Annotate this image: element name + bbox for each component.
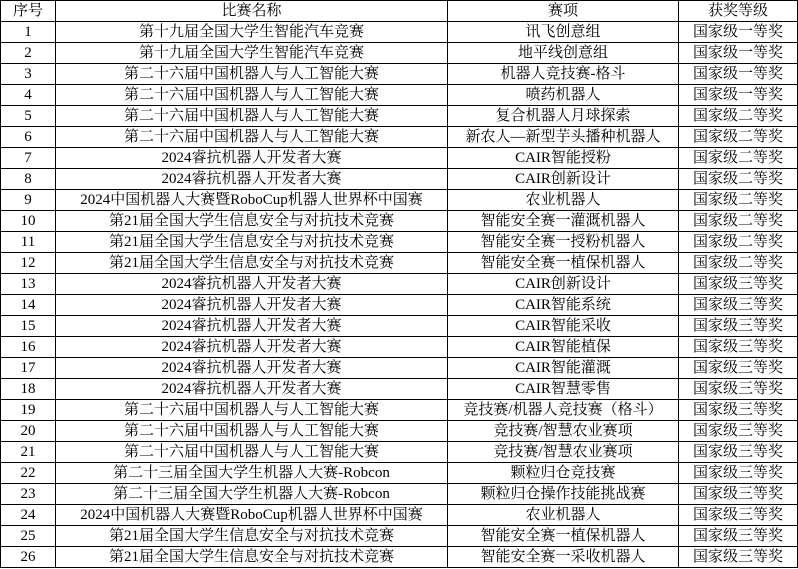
table-row [1, 505, 798, 526]
table-row [1, 253, 798, 274]
cell-serial-number: 22 [1, 463, 56, 484]
cell-competition-name: 2024睿抗机器人开发者大赛 [56, 169, 448, 190]
cell-serial-number: 17 [1, 358, 56, 379]
cell-event-name: 地平线创意组 [448, 43, 679, 64]
table-row [1, 358, 798, 379]
cell-award-level: 国家级一等奖 [679, 85, 798, 106]
cell-competition-name: 第21届全国大学生信息安全与对抗技术竞赛 [56, 232, 448, 253]
table-row [1, 64, 798, 85]
table-row [1, 211, 798, 232]
cell-event-name: CAIR智能授粉 [448, 148, 679, 169]
awards-table-header [1, 1, 798, 22]
cell-event-name: 颗粒归仓竞技赛 [448, 463, 679, 484]
cell-event-name: 智能安全赛一采收机器人 [448, 547, 679, 568]
table-row [1, 421, 798, 442]
cell-serial-number: 19 [1, 400, 56, 421]
table-row [1, 526, 798, 547]
cell-award-level: 国家级二等奖 [679, 253, 798, 274]
cell-event-name: 农业机器人 [448, 505, 679, 526]
cell-event-name: 竞技赛/机器人竞技赛（格斗） [448, 400, 679, 421]
cell-award-level: 国家级二等奖 [679, 232, 798, 253]
table-row [1, 148, 798, 169]
cell-award-level: 国家级三等奖 [679, 358, 798, 379]
cell-competition-name: 2024睿抗机器人开发者大赛 [56, 295, 448, 316]
cell-competition-name: 第21届全国大学生信息安全与对抗技术竞赛 [56, 547, 448, 568]
cell-competition-name: 第二十六届中国机器人与人工智能大赛 [56, 400, 448, 421]
cell-award-level: 国家级三等奖 [679, 379, 798, 400]
cell-event-name: 智能安全赛一植保机器人 [448, 526, 679, 547]
table-row [1, 337, 798, 358]
cell-event-name: 喷药机器人 [448, 85, 679, 106]
cell-serial-number: 1 [1, 22, 56, 43]
cell-competition-name: 第二十六届中国机器人与人工智能大赛 [56, 64, 448, 85]
table-row [1, 22, 798, 43]
cell-event-name: CAIR创新设计 [448, 274, 679, 295]
cell-competition-name: 第二十三届全国大学生机器人大赛-Robcon [56, 484, 448, 505]
cell-competition-name: 第二十六届中国机器人与人工智能大赛 [56, 442, 448, 463]
cell-serial-number: 11 [1, 232, 56, 253]
cell-serial-number: 21 [1, 442, 56, 463]
cell-event-name: CAIR创新设计 [448, 169, 679, 190]
cell-competition-name: 2024睿抗机器人开发者大赛 [56, 379, 448, 400]
col-header-competition-name: 比赛名称 [56, 1, 448, 22]
cell-serial-number: 5 [1, 106, 56, 127]
cell-award-level: 国家级三等奖 [679, 337, 798, 358]
cell-award-level: 国家级三等奖 [679, 421, 798, 442]
cell-event-name: CAIR智能采收 [448, 316, 679, 337]
cell-event-name: 机器人竞技赛-格斗 [448, 64, 679, 85]
cell-competition-name: 2024睿抗机器人开发者大赛 [56, 358, 448, 379]
cell-competition-name: 第二十六届中国机器人与人工智能大赛 [56, 421, 448, 442]
table-row [1, 316, 798, 337]
table-row [1, 106, 798, 127]
cell-serial-number: 3 [1, 64, 56, 85]
cell-serial-number: 23 [1, 484, 56, 505]
cell-event-name: CAIR智能灌溉 [448, 358, 679, 379]
table-row [1, 400, 798, 421]
cell-serial-number: 14 [1, 295, 56, 316]
cell-award-level: 国家级三等奖 [679, 547, 798, 568]
cell-serial-number: 24 [1, 505, 56, 526]
cell-serial-number: 15 [1, 316, 56, 337]
table-row [1, 232, 798, 253]
cell-award-level: 国家级三等奖 [679, 400, 798, 421]
cell-award-level: 国家级一等奖 [679, 43, 798, 64]
cell-serial-number: 10 [1, 211, 56, 232]
table-row [1, 169, 798, 190]
table-row [1, 379, 798, 400]
col-header-serial-number: 序号 [1, 1, 56, 22]
cell-award-level: 国家级二等奖 [679, 169, 798, 190]
table-row [1, 127, 798, 148]
cell-event-name: CAIR智能系统 [448, 295, 679, 316]
cell-competition-name: 第21届全国大学生信息安全与对抗技术竞赛 [56, 211, 448, 232]
table-row [1, 547, 798, 568]
table-row [1, 442, 798, 463]
cell-competition-name: 第二十六届中国机器人与人工智能大赛 [56, 127, 448, 148]
cell-serial-number: 7 [1, 148, 56, 169]
cell-award-level: 国家级一等奖 [679, 22, 798, 43]
cell-event-name: 农业机器人 [448, 190, 679, 211]
cell-competition-name: 2024睿抗机器人开发者大赛 [56, 148, 448, 169]
cell-event-name: 复合机器人月球探索 [448, 106, 679, 127]
cell-event-name: 智能安全赛一灌溉机器人 [448, 211, 679, 232]
cell-event-name: 智能安全赛一植保机器人 [448, 253, 679, 274]
cell-award-level: 国家级三等奖 [679, 463, 798, 484]
cell-serial-number: 13 [1, 274, 56, 295]
cell-award-level: 国家级二等奖 [679, 148, 798, 169]
cell-competition-name: 第21届全国大学生信息安全与对抗技术竞赛 [56, 253, 448, 274]
col-header-event-name: 赛项 [448, 1, 679, 22]
cell-competition-name: 第二十三届全国大学生机器人大赛-Robcon [56, 463, 448, 484]
cell-event-name: 新农人—新型芋头播种机器人 [448, 127, 679, 148]
cell-award-level: 国家级三等奖 [679, 274, 798, 295]
cell-serial-number: 12 [1, 253, 56, 274]
cell-serial-number: 18 [1, 379, 56, 400]
table-row [1, 463, 798, 484]
cell-award-level: 国家级三等奖 [679, 526, 798, 547]
cell-event-name: 颗粒归仓操作技能挑战赛 [448, 484, 679, 505]
cell-competition-name: 2024睿抗机器人开发者大赛 [56, 337, 448, 358]
table-row [1, 85, 798, 106]
table-row [1, 190, 798, 211]
cell-serial-number: 8 [1, 169, 56, 190]
cell-award-level: 国家级二等奖 [679, 190, 798, 211]
cell-competition-name: 第十九届全国大学生智能汽车竞赛 [56, 43, 448, 64]
awards-table-body [1, 22, 798, 568]
cell-serial-number: 25 [1, 526, 56, 547]
table-row [1, 43, 798, 64]
cell-competition-name: 2024睿抗机器人开发者大赛 [56, 274, 448, 295]
cell-competition-name: 第21届全国大学生信息安全与对抗技术竞赛 [56, 526, 448, 547]
cell-event-name: 讯飞创意组 [448, 22, 679, 43]
cell-award-level: 国家级一等奖 [679, 64, 798, 85]
cell-award-level: 国家级二等奖 [679, 106, 798, 127]
cell-award-level: 国家级三等奖 [679, 484, 798, 505]
cell-award-level: 国家级三等奖 [679, 316, 798, 337]
cell-competition-name: 第二十六届中国机器人与人工智能大赛 [56, 106, 448, 127]
cell-event-name: 竞技赛/智慧农业赛项 [448, 421, 679, 442]
cell-competition-name: 第十九届全国大学生智能汽车竞赛 [56, 22, 448, 43]
table-row [1, 484, 798, 505]
table-row [1, 295, 798, 316]
cell-award-level: 国家级三等奖 [679, 442, 798, 463]
cell-award-level: 国家级三等奖 [679, 295, 798, 316]
col-header-award-level: 获奖等级 [679, 1, 798, 22]
cell-event-name: CAIR智能植保 [448, 337, 679, 358]
cell-award-level: 国家级二等奖 [679, 211, 798, 232]
cell-serial-number: 26 [1, 547, 56, 568]
cell-competition-name: 第二十六届中国机器人与人工智能大赛 [56, 85, 448, 106]
cell-award-level: 国家级二等奖 [679, 127, 798, 148]
cell-competition-name: 2024中国机器人大赛暨RoboCup机器人世界杯中国赛 [56, 505, 448, 526]
cell-event-name: 竞技赛/智慧农业赛项 [448, 442, 679, 463]
header-row [1, 1, 798, 22]
cell-serial-number: 4 [1, 85, 56, 106]
cell-competition-name: 2024睿抗机器人开发者大赛 [56, 316, 448, 337]
cell-event-name: CAIR智慧零售 [448, 379, 679, 400]
cell-serial-number: 2 [1, 43, 56, 64]
cell-serial-number: 9 [1, 190, 56, 211]
cell-serial-number: 16 [1, 337, 56, 358]
cell-serial-number: 20 [1, 421, 56, 442]
cell-event-name: 智能安全赛一授粉机器人 [448, 232, 679, 253]
table-row [1, 274, 798, 295]
cell-competition-name: 2024中国机器人大赛暨RoboCup机器人世界杯中国赛 [56, 190, 448, 211]
cell-award-level: 国家级三等奖 [679, 505, 798, 526]
cell-serial-number: 6 [1, 127, 56, 148]
